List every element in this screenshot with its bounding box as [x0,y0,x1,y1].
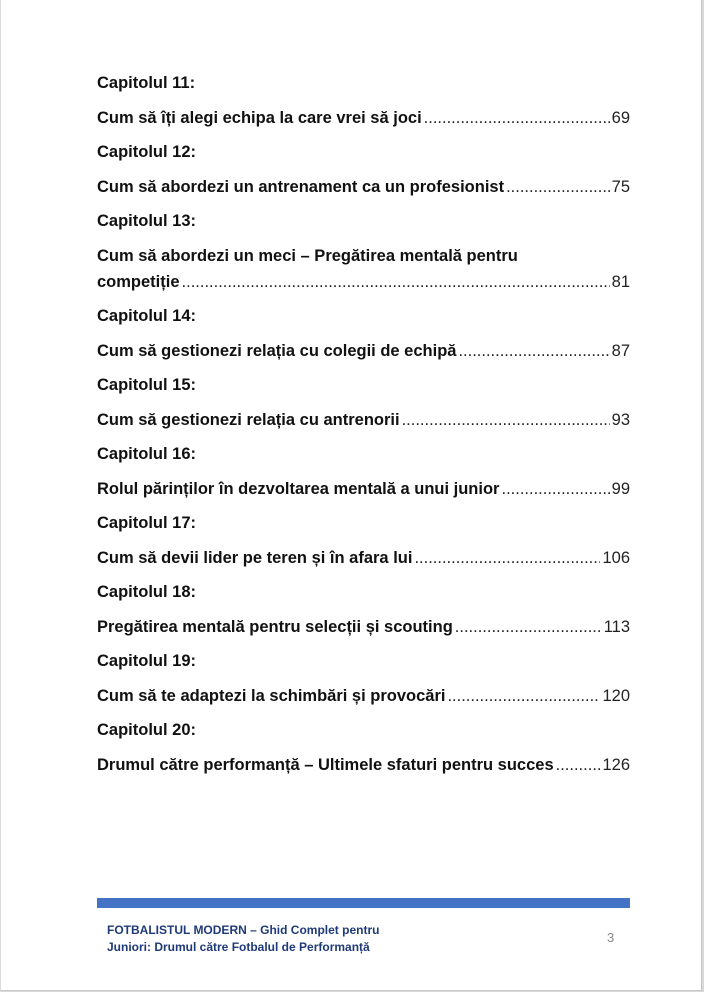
toc-entry [97,579,630,648]
toc-entry [97,139,630,208]
page-number: 81 [611,273,630,291]
toc-link[interactable] [97,338,630,372]
page-number: 106 [602,549,630,567]
toc-link[interactable] [97,614,630,648]
chapter-title-continued: competiție [97,273,180,291]
chapter-label: Capitolul 16: [97,445,197,463]
chapter-title: Cum să devii lider pe teren și în afara lui [97,549,413,567]
toc-entry [97,70,630,139]
page-number: 126 [602,756,630,774]
toc-entry [97,303,630,372]
toc-entry [97,648,630,717]
toc-link-line-2[interactable] [97,269,630,303]
page-number: 69 [611,109,630,127]
toc-link-line-1[interactable] [97,243,630,269]
document-page [1,0,702,991]
chapter-title: Cum să gestionezi relația cu antrenorii [97,411,400,429]
dot-leader [556,752,601,778]
toc-entry [97,372,630,441]
table-of-contents [97,70,630,786]
footer-page-number: 3 [607,930,615,945]
chapter-label: Capitolul 15: [97,376,197,394]
toc-link[interactable] [97,174,630,208]
toc-link[interactable] [97,545,630,579]
dot-leader [455,614,602,640]
dot-leader [182,269,610,295]
dot-leader [414,545,600,571]
chapter-label: Capitolul 17: [97,514,197,532]
toc-link[interactable] [97,752,630,786]
chapter-title: Cum să te adaptezi la schimbări și provocări [97,687,446,705]
dot-leader [458,338,609,364]
toc-entry [97,717,630,786]
chapter-label: Capitolul 20: [97,721,197,739]
page-number: 113 [603,618,630,636]
chapter-title: Cum să gestionezi relația cu colegii de echipă [97,342,457,360]
toc-link[interactable] [97,105,630,139]
chapter-title: Rolul părinților în dezvoltarea mentală a unui junior [97,480,500,498]
page-number: 75 [611,178,630,196]
dot-leader [402,407,610,433]
chapter-title: Drumul către performanță – Ultimele sfaturi pentru succes [97,756,554,774]
chapter-title: Cum să abordezi un antrenament ca un profesionist [97,178,505,196]
chapter-label: Capitolul 13: [97,212,197,230]
chapter-title: Pregătirea mentală pentru selecții și scouting [97,618,453,636]
page-number: 87 [611,342,630,360]
page-number: 93 [611,411,630,429]
toc-link[interactable] [97,476,630,510]
toc-link[interactable] [97,683,630,717]
dot-leader [501,476,609,502]
toc-link[interactable] [97,407,630,441]
chapter-label: Capitolul 14: [97,307,197,325]
page-number: 99 [611,480,630,498]
chapter-title: Cum să îți alegi echipa la care vrei să joci [97,109,422,127]
chapter-title: Cum să abordezi un meci – Pregătirea mentală pentru [97,247,518,265]
footer-title-line-1: FOTBALISTUL MODERN – Ghid Complet pentru [107,923,380,937]
dot-leader [424,105,610,131]
chapter-label: Capitolul 12: [97,143,197,161]
chapter-label: Capitolul 19: [97,652,197,670]
dot-leader [506,174,610,200]
page-number: 120 [602,687,630,705]
chapter-label: Capitolul 11: [97,74,196,92]
toc-entry [97,208,630,303]
footer-accent-bar [97,898,630,908]
toc-entry [97,441,630,510]
dot-leader [447,683,600,709]
footer-book-title [107,922,427,956]
toc-entry [97,510,630,579]
chapter-label: Capitolul 18: [97,583,197,601]
footer-title-line-2: Juniori: Drumul către Fotbalul de Performanță [107,940,370,954]
